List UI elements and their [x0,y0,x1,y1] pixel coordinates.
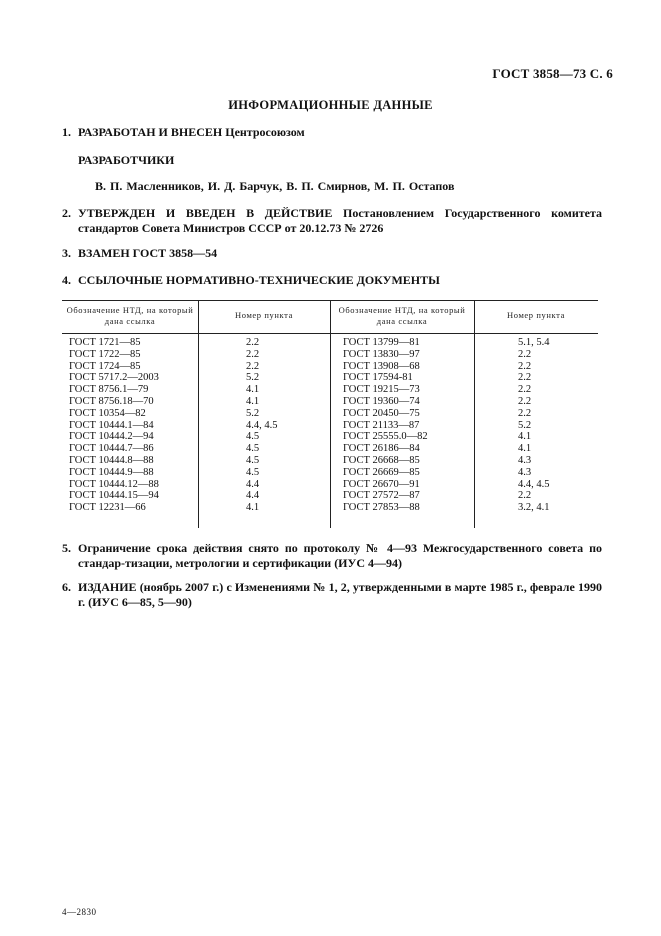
section-6-text: ИЗДАНИЕ (ноябрь 2007 г.) с Изменениями № 1, 2, утвержденными в марте 1985 г., феврале 1990 г. (ИУС 6—85, 5—90) [78,580,602,609]
table-cell: ГОСТ 8756.1—79 [69,384,149,396]
right-ntd-column [343,337,428,514]
table-cell: ГОСТ 19360—74 [343,395,420,407]
table-cell: ГОСТ 10444.15—94 [69,490,159,502]
section-4-text: ССЫЛОЧНЫЕ НОРМАТИВНО-ТЕХНИЧЕСКИЕ ДОКУМЕНТЫ [78,273,440,287]
table-cell: 2.2 [246,337,260,348]
table-cell: ГОСТ 1722—85 [69,348,141,360]
table-cell: 5.2 [246,407,260,419]
table-cell: 3.2, 4.1 [518,502,550,514]
table-cell: 4.3 [518,454,532,466]
table-cell: 4.1 [246,395,260,407]
table-cell: ГОСТ 10444.7—86 [69,443,154,455]
table-cell: 4.5 [246,431,260,443]
section-2-text: УТВЕРЖДЕН И ВВЕДЕН В ДЕЙСТВИЕ Постановлением Государственного комитета стандартов Совета Министров СССР от 20.12.73 № 2726 [78,206,602,235]
section-1-number: 1. [62,125,71,139]
table-cell: ГОСТ 25555.0—82 [343,431,428,443]
section-6 [62,580,602,610]
table-cell: ГОСТ 27572—87 [343,490,420,502]
table-cell: 2.2 [246,360,260,372]
section-5 [62,541,602,571]
table-cell: ГОСТ 10354—82 [69,407,146,419]
table-cell: 4.1 [518,443,532,455]
table-cell: ГОСТ 21133—87 [343,419,420,431]
section-4-number: 4. [62,273,71,287]
table-cell: ГОСТ 10444.2—94 [69,431,154,443]
section-3-text: ВЗАМЕН ГОСТ 3858—54 [78,246,218,260]
print-code: 4—2830 [62,907,97,917]
table-divider [198,300,199,528]
header-clause-right: Номер пункта [507,310,565,320]
table-cell: ГОСТ 8756.18—70 [69,395,154,407]
table-cell: ГОСТ 12231—66 [69,502,146,514]
table-cell: 4.1 [246,502,260,514]
table-cell: ГОСТ 1724—85 [69,360,141,372]
section-1 [62,125,602,140]
table-cell: ГОСТ 17594-81 [343,372,413,384]
section-3-number: 3. [62,246,71,260]
table-cell: 2.2 [518,395,532,407]
table-cell: ГОСТ 26186—84 [343,443,420,455]
table-cell: 4.5 [246,466,260,478]
table-cell: ГОСТ 26669—85 [343,466,420,478]
table-cell: ГОСТ 13830—97 [343,348,420,360]
table-cell: ГОСТ 10444.12—88 [69,478,159,490]
table-cell: ГОСТ 26670—91 [343,478,420,490]
left-clause-column [246,337,278,514]
table-cell: ГОСТ 13908—68 [343,360,420,372]
table-cell: ГОСТ 20450—75 [343,407,420,419]
table-cell: ГОСТ 10444.1—84 [69,419,154,431]
section-1-text: РАЗРАБОТАН И ВНЕСЕН Центросоюзом [78,125,305,139]
page-header: ГОСТ 3858—73 С. 6 [492,66,613,81]
table-cell: ГОСТ 10444.9—88 [69,466,154,478]
developers-list: В. П. Масленников, И. Д. Барчук, В. П. Смирнов, М. П. Остапов [95,179,455,193]
header-ntd-left: Обозначение НТД, на который дана ссылка [66,305,194,326]
table-cell: 2.2 [518,372,532,384]
table-cell: 2.2 [518,348,532,360]
table-cell: 4.1 [246,384,260,396]
table-cell: 5.2 [246,372,260,384]
table-cell: 4.5 [246,454,260,466]
table-cell: 2.2 [518,407,532,419]
table-cell: ГОСТ 5717.2—2003 [69,372,159,384]
table-cell: 2.2 [246,348,260,360]
section-5-number: 5. [62,541,71,555]
section-5-text: Ограничение срока действия снято по протоколу № 4—93 Межгосударственного совета по стандар-тизации, метрологии и сертификации (ИУС 4—94) [78,541,602,570]
table-cell: 4.5 [246,443,260,455]
section-2 [62,206,602,236]
table-cell: 4.4, 4.5 [518,478,550,490]
section-2-number: 2. [62,206,71,220]
section-6-number: 6. [62,580,71,594]
section-4 [62,273,602,288]
table-cell: ГОСТ 10444.8—88 [69,454,154,466]
table-cell: 2.2 [518,490,532,502]
table-cell: 4.4 [246,490,260,502]
header-clause-left: Номер пункта [235,310,293,320]
table-cell: ГОСТ 13799—81 [343,337,420,348]
table-cell: 5.1, 5.4 [518,337,550,348]
developers-heading: РАЗРАБОТЧИКИ [78,153,175,167]
header-ntd-right: Обозначение НТД, на который дана ссылка [338,305,466,326]
table-cell: 5.2 [518,419,532,431]
document-title: ИНФОРМАЦИОННЫЕ ДАННЫЕ [228,98,433,112]
table-cell: ГОСТ 27853—88 [343,502,420,514]
table-cell: 4.4, 4.5 [246,419,278,431]
table-cell: ГОСТ 1721—85 [69,337,141,348]
table-divider [474,300,475,528]
table-cell: 4.4 [246,478,260,490]
table-cell: ГОСТ 26668—85 [343,454,420,466]
table-cell: ГОСТ 19215—73 [343,384,420,396]
right-clause-column [518,337,550,514]
table-cell: 4.1 [518,431,532,443]
table-cell: 2.2 [518,384,532,396]
left-ntd-column [69,337,159,514]
reference-documents-table [62,300,598,528]
section-3 [62,246,602,261]
table-cell: 2.2 [518,360,532,372]
table-cell: 4.3 [518,466,532,478]
table-divider [330,300,331,528]
